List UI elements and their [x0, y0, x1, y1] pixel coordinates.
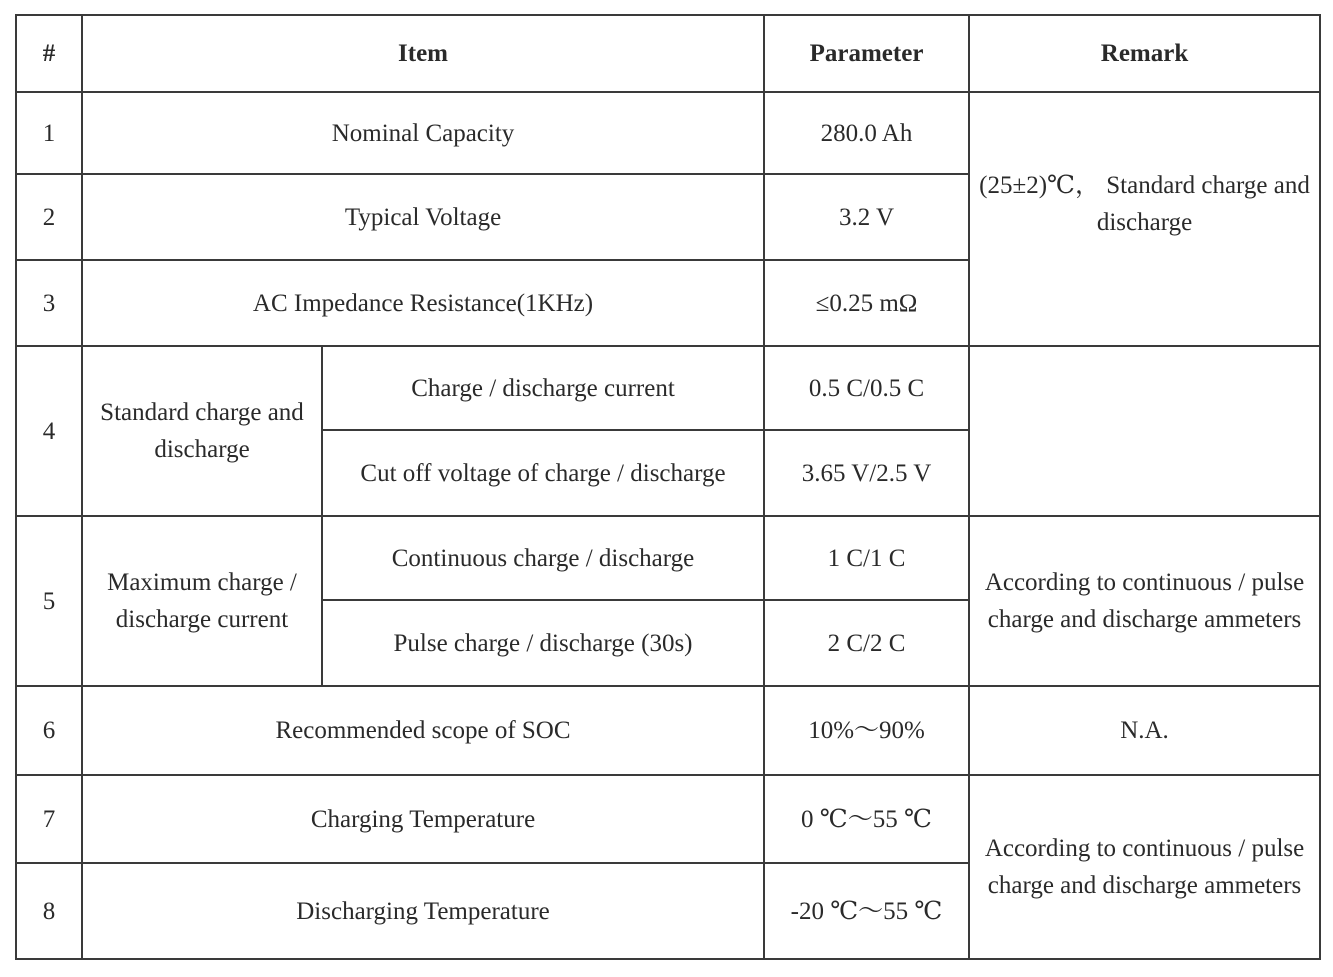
table-row [16, 516, 1320, 600]
row-index: 2 [16, 174, 82, 260]
header-item: Item [82, 15, 764, 92]
row-index: 8 [16, 863, 82, 959]
row-parameter: 3.65 V/2.5 V [764, 430, 969, 516]
row-parameter: 0 ℃～55 ℃ [764, 775, 969, 863]
row-remark: According to continuous / pulse charge and discharge ammeters [969, 516, 1320, 686]
row-item: Typical Voltage [82, 174, 764, 260]
row-group-label: Standard charge and discharge [82, 346, 322, 516]
row-index: 1 [16, 92, 82, 174]
row-parameter: 10%～90% [764, 686, 969, 775]
header-parameter: Parameter [764, 15, 969, 92]
row-item: AC Impedance Resistance(1KHz) [82, 260, 764, 346]
row-item: Nominal Capacity [82, 92, 764, 174]
header-remark: Remark [969, 15, 1320, 92]
row-subitem: Cut off voltage of charge / discharge [322, 430, 764, 516]
row-subitem: Charge / discharge current [322, 346, 764, 430]
row-index: 6 [16, 686, 82, 775]
row-parameter: ≤0.25 mΩ [764, 260, 969, 346]
row-parameter: 2 C/2 C [764, 600, 969, 686]
row-subitem: Continuous charge / discharge [322, 516, 764, 600]
row-parameter: 0.5 C/0.5 C [764, 346, 969, 430]
table-row [16, 686, 1320, 775]
specification-table [15, 14, 1321, 960]
header-index: # [16, 15, 82, 92]
row-parameter: 280.0 Ah [764, 92, 969, 174]
row-index: 5 [16, 516, 82, 686]
row-subitem: Pulse charge / discharge (30s) [322, 600, 764, 686]
row-item: Recommended scope of SOC [82, 686, 764, 775]
row-group-label: Maximum charge / discharge current [82, 516, 322, 686]
table-header-row [16, 15, 1320, 92]
row-remark: N.A. [969, 686, 1320, 775]
row-parameter: 3.2 V [764, 174, 969, 260]
row-index: 4 [16, 346, 82, 516]
table-row [16, 775, 1320, 863]
row-item: Charging Temperature [82, 775, 764, 863]
row-remark [969, 346, 1320, 516]
table-row [16, 92, 1320, 174]
row-index: 7 [16, 775, 82, 863]
row-remark: According to continuous / pulse charge and discharge ammeters [969, 775, 1320, 959]
row-index: 3 [16, 260, 82, 346]
table-row [16, 346, 1320, 430]
row-parameter: 1 C/1 C [764, 516, 969, 600]
row-remark [969, 92, 1320, 346]
row-item: Discharging Temperature [82, 863, 764, 959]
row-parameter: -20 ℃～55 ℃ [764, 863, 969, 959]
remark-text: (25±2)℃， Standard charge and discharge [979, 172, 1310, 236]
